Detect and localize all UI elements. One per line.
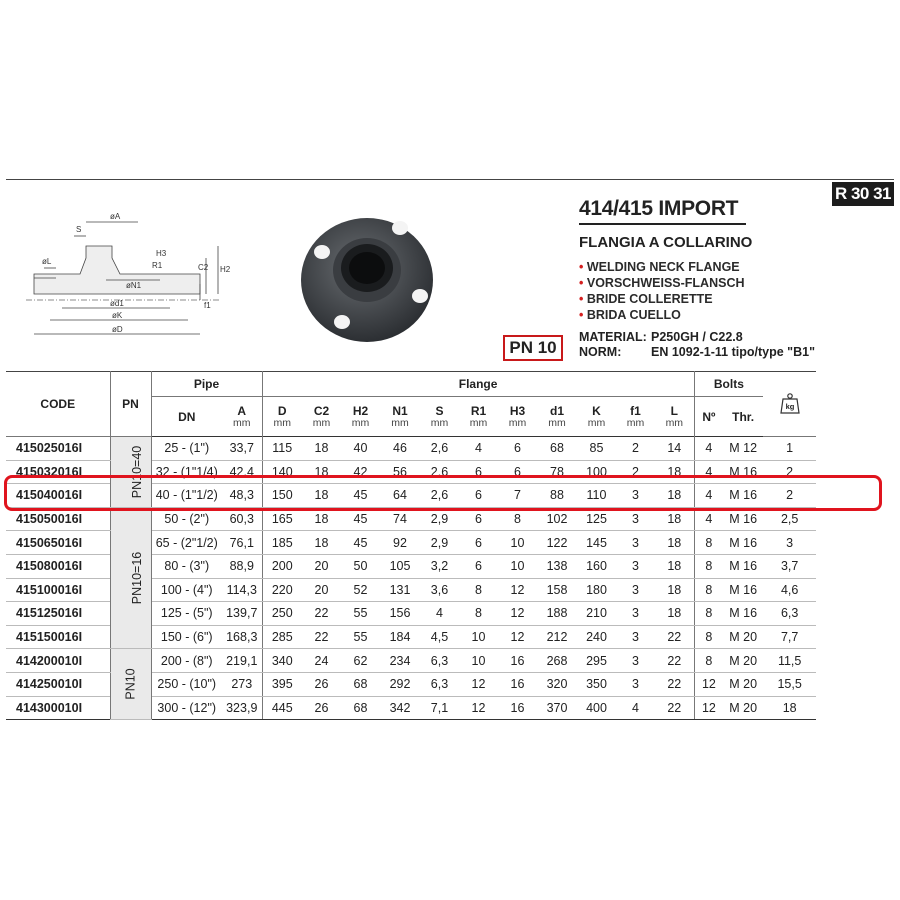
cell-f1: 4: [616, 696, 655, 720]
cell-weight: 11,5: [763, 649, 816, 673]
header-f1: f1 mm: [626, 404, 645, 429]
norm-label: NORM:: [579, 345, 622, 359]
cell-r1: 8: [459, 578, 498, 602]
alt-name-de: • VORSCHWEISS-FLANSCH: [579, 275, 745, 291]
cell-r1: 12: [459, 672, 498, 696]
pn-badge: PN 10: [503, 335, 563, 361]
cell-d1: 138: [537, 554, 577, 578]
cell-d1: 370: [537, 696, 577, 720]
header-k: K mm: [587, 404, 606, 429]
pn-group-cell: [110, 649, 151, 720]
cell-f1: 3: [616, 602, 655, 626]
cell-a: 42,4: [222, 460, 262, 484]
cell-bolt-count: 4: [694, 460, 723, 484]
cell-dn: 100 - (4"): [151, 578, 222, 602]
label-C2: C2: [198, 263, 209, 272]
alt-name-fr: • BRIDE COLLERETTE: [579, 291, 745, 307]
cell-a: 60,3: [222, 507, 262, 531]
cell-r1: 4: [459, 437, 498, 461]
label-od1: ød1: [110, 299, 124, 308]
cell-d1: 78: [537, 460, 577, 484]
title-underline: [579, 223, 746, 225]
cell-bolt-count: 4: [694, 507, 723, 531]
cell-d: 395: [262, 672, 302, 696]
cell-c2: 24: [302, 649, 341, 673]
cell-h2: 52: [341, 578, 380, 602]
cell-l: 18: [655, 484, 694, 508]
cell-thread: M 20: [723, 696, 763, 720]
cell-thread: M 20: [723, 649, 763, 673]
header-l: L mm: [665, 404, 684, 429]
top-rule: [6, 179, 894, 180]
flange-product-image: [292, 200, 442, 350]
cell-l: 18: [655, 554, 694, 578]
cell-d1: 320: [537, 672, 577, 696]
cell-n1: 342: [380, 696, 420, 720]
cell-a: 33,7: [222, 437, 262, 461]
cell-r1: 12: [459, 696, 498, 720]
cell-s: 3,2: [420, 554, 459, 578]
cell-n1: 56: [380, 460, 420, 484]
cell-d: 250: [262, 602, 302, 626]
cell-l: 18: [655, 460, 694, 484]
cell-s: 7,1: [420, 696, 459, 720]
cell-thread: M 16: [723, 578, 763, 602]
cell-d: 285: [262, 625, 302, 649]
cell-code: 414250010I: [6, 672, 110, 696]
cell-s: 2,6: [420, 437, 459, 461]
cell-dn: 32 - (1"1/4): [151, 460, 222, 484]
cell-s: 2,6: [420, 460, 459, 484]
cell-k: 400: [577, 696, 616, 720]
header-pipe: Pipe: [151, 372, 262, 397]
cell-thread: M 20: [723, 672, 763, 696]
cell-f1: 2: [616, 437, 655, 461]
cell-c2: 20: [302, 554, 341, 578]
cell-dn: 150 - (6"): [151, 625, 222, 649]
label-oK: øK: [112, 311, 123, 320]
cell-code: 415050016I: [6, 507, 110, 531]
cell-weight: 7,7: [763, 625, 816, 649]
cell-r1: 10: [459, 649, 498, 673]
cell-c2: 26: [302, 672, 341, 696]
cell-f1: 3: [616, 649, 655, 673]
weight-kg-icon: [779, 392, 801, 414]
cell-d1: 158: [537, 578, 577, 602]
header-s: S mm: [430, 404, 449, 429]
cell-l: 22: [655, 672, 694, 696]
cell-d: 220: [262, 578, 302, 602]
cell-l: 18: [655, 531, 694, 555]
cell-k: 240: [577, 625, 616, 649]
cell-d1: 212: [537, 625, 577, 649]
cell-f1: 3: [616, 484, 655, 508]
cell-s: 4,5: [420, 625, 459, 649]
cell-weight: 3,7: [763, 554, 816, 578]
norm-value: EN 1092-1-11 tipo/type "B1": [651, 345, 815, 359]
cell-thread: M 20: [723, 625, 763, 649]
cell-h2: 55: [341, 625, 380, 649]
flange-cross-section-drawing: [20, 208, 240, 348]
cell-c2: 20: [302, 578, 341, 602]
cell-h3: 12: [498, 578, 537, 602]
cell-code: 41502501​6I: [6, 437, 110, 461]
material-label: MATERIAL:: [579, 330, 647, 344]
cell-h3: 16: [498, 649, 537, 673]
cell-k: 350: [577, 672, 616, 696]
cell-f1: 3: [616, 625, 655, 649]
cell-d1: 68: [537, 437, 577, 461]
cell-d: 185: [262, 531, 302, 555]
cell-f1: 3: [616, 554, 655, 578]
cell-thread: M 16: [723, 507, 763, 531]
cell-weight: 2,5: [763, 507, 816, 531]
cell-h3: 6: [498, 437, 537, 461]
cell-h3: 6: [498, 460, 537, 484]
cell-n1: 292: [380, 672, 420, 696]
cell-l: 14: [655, 437, 694, 461]
cell-n1: 64: [380, 484, 420, 508]
header-c2: C2 mm: [312, 404, 331, 429]
cell-a: 88,9: [222, 554, 262, 578]
cell-h3: 12: [498, 602, 537, 626]
cell-c2: 18: [302, 507, 341, 531]
cell-dn: 40 - (1"1/2): [151, 484, 222, 508]
cell-k: 85: [577, 437, 616, 461]
cell-h3: 16: [498, 672, 537, 696]
cell-c2: 18: [302, 437, 341, 461]
header-bolt-count: Nº: [694, 397, 723, 437]
cell-d: 115: [262, 437, 302, 461]
cell-a: 76,1: [222, 531, 262, 555]
label-S: S: [76, 225, 82, 234]
cell-weight: 15,5: [763, 672, 816, 696]
cell-d: 140: [262, 460, 302, 484]
cell-f1: 3: [616, 531, 655, 555]
cell-code: 414200010I: [6, 649, 110, 673]
label-H2: H2: [220, 265, 231, 274]
cell-a: 168,3: [222, 625, 262, 649]
cell-bolt-count: 8: [694, 578, 723, 602]
header-d1: d1 mm: [548, 404, 566, 429]
cell-dn: 200 - (8"): [151, 649, 222, 673]
cell-h2: 68: [341, 696, 380, 720]
cell-c2: 18: [302, 531, 341, 555]
pn-group-cell: [110, 507, 151, 649]
cell-f1: 3: [616, 578, 655, 602]
cell-l: 18: [655, 507, 694, 531]
cell-bolt-count: 4: [694, 437, 723, 461]
cell-bolt-count: 8: [694, 531, 723, 555]
cell-a: 114,3: [222, 578, 262, 602]
cell-d: 165: [262, 507, 302, 531]
cell-l: 22: [655, 649, 694, 673]
cell-s: 2,6: [420, 484, 459, 508]
product-alt-names: [579, 259, 745, 323]
cell-s: 6,3: [420, 672, 459, 696]
cell-n1: 156: [380, 602, 420, 626]
cell-s: 2,9: [420, 531, 459, 555]
product-subtitle: FLANGIA A COLLARINO: [579, 234, 753, 251]
cell-bolt-count: 12: [694, 696, 723, 720]
cell-bolt-count: 8: [694, 602, 723, 626]
cell-l: 18: [655, 578, 694, 602]
cell-dn: 50 - (2"): [151, 507, 222, 531]
cell-n1: 74: [380, 507, 420, 531]
label-oL: øL: [42, 257, 52, 266]
label-f1: f1: [204, 301, 211, 310]
label-H3: H3: [156, 249, 167, 258]
cell-s: 3,6: [420, 578, 459, 602]
cell-d: 150: [262, 484, 302, 508]
cell-thread: M 12: [723, 437, 763, 461]
cell-dn: 65 - (2"1/2): [151, 531, 222, 555]
cell-h2: 50: [341, 554, 380, 578]
table-row: [6, 649, 816, 673]
header-bolts: Bolts: [694, 372, 763, 397]
cell-a: 139,7: [222, 602, 262, 626]
cell-weight: 6,3: [763, 602, 816, 626]
cell-d1: 268: [537, 649, 577, 673]
cell-n1: 46: [380, 437, 420, 461]
cell-thread: M 16: [723, 602, 763, 626]
product-title: 414/415 IMPORT: [579, 197, 739, 220]
label-oN1: øN1: [126, 281, 142, 290]
cell-a: 219,1: [222, 649, 262, 673]
cell-code: 415150016I: [6, 625, 110, 649]
table-row: [6, 437, 816, 461]
spec-table: [6, 371, 816, 720]
cell-weight: 2: [763, 460, 816, 484]
cell-k: 100: [577, 460, 616, 484]
cell-k: 110: [577, 484, 616, 508]
cell-r1: 6: [459, 484, 498, 508]
cell-code: 415125016I: [6, 602, 110, 626]
header-pn: PN: [110, 372, 151, 437]
cell-f1: 3: [616, 507, 655, 531]
cell-dn: 250 - (10"): [151, 672, 222, 696]
cell-weight: 1: [763, 437, 816, 461]
cell-f1: 2: [616, 460, 655, 484]
cell-h2: 45: [341, 484, 380, 508]
cell-dn: 80 - (3"): [151, 554, 222, 578]
cell-a: 323,9: [222, 696, 262, 720]
cell-s: 6,3: [420, 649, 459, 673]
cell-n1: 234: [380, 649, 420, 673]
header-r1: R1 mm: [469, 404, 488, 429]
cell-code: 415065016I: [6, 531, 110, 555]
cell-r1: 6: [459, 531, 498, 555]
cell-h3: 16: [498, 696, 537, 720]
cell-l: 22: [655, 625, 694, 649]
cell-h2: 45: [341, 507, 380, 531]
highlighted-row-marker: [4, 475, 882, 511]
cell-s: 4: [420, 602, 459, 626]
cell-k: 180: [577, 578, 616, 602]
cell-k: 125: [577, 507, 616, 531]
cell-h3: 12: [498, 625, 537, 649]
cell-r1: 10: [459, 625, 498, 649]
cell-k: 160: [577, 554, 616, 578]
cell-h3: 10: [498, 531, 537, 555]
cell-k: 145: [577, 531, 616, 555]
header-dn: DN: [151, 397, 222, 437]
header-h3: H3 mm: [508, 404, 527, 429]
alt-name-en: • WELDING NECK FLANGE: [579, 259, 745, 275]
cell-d: 445: [262, 696, 302, 720]
cell-weight: 18: [763, 696, 816, 720]
cell-h3: 8: [498, 507, 537, 531]
cell-bolt-count: 8: [694, 649, 723, 673]
cell-h2: 45: [341, 531, 380, 555]
cell-r1: 8: [459, 602, 498, 626]
header-h2: H2 mm: [351, 404, 370, 429]
cell-l: 18: [655, 602, 694, 626]
cell-r1: 6: [459, 554, 498, 578]
cell-h2: 62: [341, 649, 380, 673]
cell-weight: 3: [763, 531, 816, 555]
cell-a: 48,3: [222, 484, 262, 508]
cell-d1: 102: [537, 507, 577, 531]
cell-n1: 105: [380, 554, 420, 578]
cell-code: 415080016I: [6, 554, 110, 578]
cell-d1: 88: [537, 484, 577, 508]
cell-k: 210: [577, 602, 616, 626]
header-d: D mm: [262, 397, 302, 437]
cell-r1: 6: [459, 460, 498, 484]
header-flange: Flange: [262, 372, 694, 397]
cell-weight: 4,6: [763, 578, 816, 602]
pn-group-label: PN10=40: [129, 445, 144, 499]
header-weight: [763, 372, 816, 437]
cell-d1: 122: [537, 531, 577, 555]
cell-a: 273: [222, 672, 262, 696]
catalog-ref-badge: R 30 31: [832, 182, 894, 206]
cell-thread: M 16: [723, 484, 763, 508]
cell-dn: 125 - (5"): [151, 602, 222, 626]
cell-code: 415100016I: [6, 578, 110, 602]
material-value: P250GH / C22.8: [651, 330, 743, 344]
pn-group-label: PN10: [123, 668, 138, 700]
cell-s: 2,9: [420, 507, 459, 531]
cell-weight: 2: [763, 484, 816, 508]
cell-h2: 68: [341, 672, 380, 696]
cell-d: 200: [262, 554, 302, 578]
cell-d: 340: [262, 649, 302, 673]
cell-k: 295: [577, 649, 616, 673]
cell-n1: 92: [380, 531, 420, 555]
header-thread: Thr.: [732, 409, 755, 424]
cell-bolt-count: 4: [694, 484, 723, 508]
cell-thread: M 16: [723, 531, 763, 555]
cell-bolt-count: 12: [694, 672, 723, 696]
cell-c2: 22: [302, 602, 341, 626]
cell-n1: 184: [380, 625, 420, 649]
label-R1: R1: [152, 261, 163, 270]
label-oA: øA: [110, 212, 121, 221]
cell-c2: 26: [302, 696, 341, 720]
cell-f1: 3: [616, 672, 655, 696]
header-n1: N1 mm: [391, 404, 409, 429]
cell-r1: 6: [459, 507, 498, 531]
cell-h2: 40: [341, 437, 380, 461]
cell-h2: 55: [341, 602, 380, 626]
cell-c2: 18: [302, 460, 341, 484]
cell-h3: 7: [498, 484, 537, 508]
cell-h3: 10: [498, 554, 537, 578]
cell-code: 415032016I: [6, 460, 110, 484]
pn-group-label: PN10=16: [129, 551, 144, 605]
cell-dn: 300 - (12"): [151, 696, 222, 720]
cell-n1: 131: [380, 578, 420, 602]
cell-dn: 25 - (1"): [151, 437, 222, 461]
header-code: CODE: [6, 372, 110, 437]
cell-bolt-count: 8: [694, 625, 723, 649]
cell-h2: 42: [341, 460, 380, 484]
cell-d1: 188: [537, 602, 577, 626]
kg-label: kg: [785, 401, 795, 411]
cell-c2: 22: [302, 625, 341, 649]
cell-c2: 18: [302, 484, 341, 508]
cell-bolt-count: 8: [694, 554, 723, 578]
cell-thread: M 16: [723, 460, 763, 484]
cell-code: 414300010I: [6, 696, 110, 720]
cell-l: 22: [655, 696, 694, 720]
cell-code: 415040016I: [6, 484, 110, 508]
cell-thread: M 16: [723, 554, 763, 578]
header-a: A mm: [233, 404, 251, 429]
label-oD: øD: [112, 325, 123, 334]
alt-name-es: • BRIDA CUELLO: [579, 307, 745, 323]
